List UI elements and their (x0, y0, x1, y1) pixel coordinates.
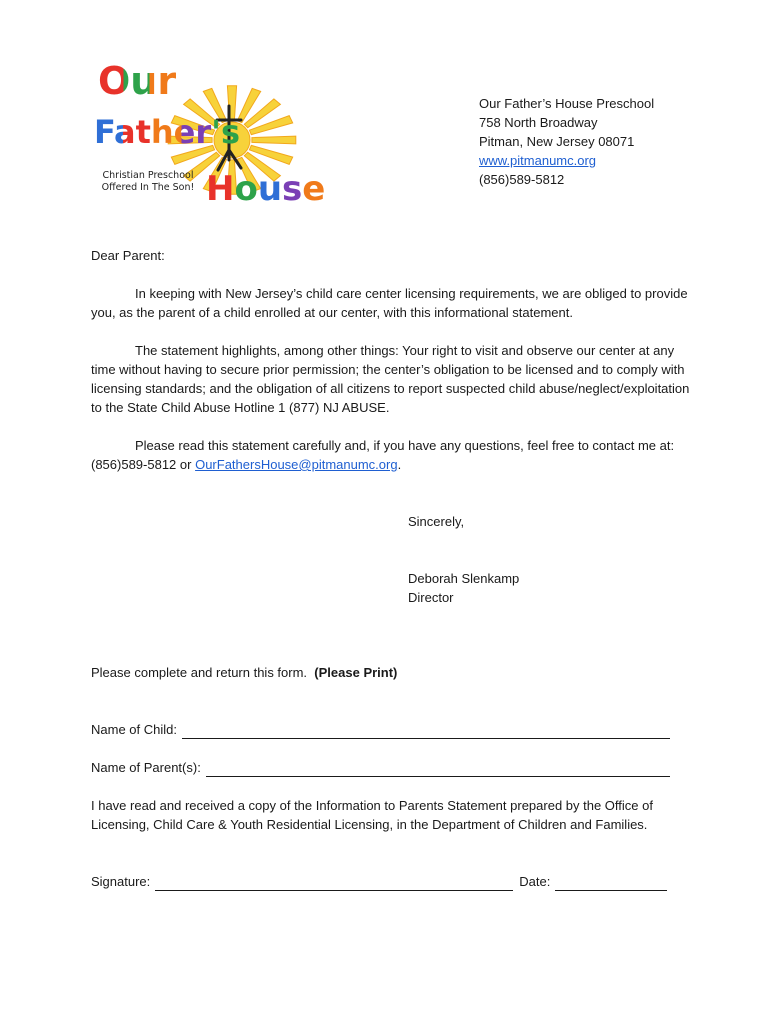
child-name-row (91, 720, 670, 739)
logo-word-our: Our (98, 59, 177, 103)
greeting: Dear Parent: (91, 248, 165, 263)
street-address: 758 North Broadway (479, 115, 598, 130)
logo-word-house: House (206, 169, 326, 209)
child-name-field[interactable] (182, 724, 670, 739)
website-link[interactable]: www.pitmanumc.org (479, 153, 597, 168)
signature-field[interactable] (155, 876, 513, 891)
preschool-logo (94, 58, 326, 218)
parent-name-row (91, 758, 670, 777)
signature-block (408, 569, 519, 607)
phone-number: (856)589-5812 (479, 172, 565, 187)
signer-title: Director (408, 590, 454, 605)
closing: Sincerely, (408, 514, 465, 529)
signature-label: Signature: (91, 874, 151, 889)
form-instruction: Please complete and return this form. (Please Print) (91, 665, 398, 680)
signature-row (91, 872, 667, 891)
signer-name: Deborah Slenkamp (408, 571, 520, 586)
logo-word-fathers: Father's (94, 113, 240, 151)
acknowledgement-text: I have read and received a copy of the Information to Parents Statement prepared by the Office of Licensing, Child Care & Youth Residential Licensing, in the Department of Children and Families. (91, 798, 653, 832)
parent-name-field[interactable] (206, 762, 670, 777)
school-name: Our Father’s House Preschool (479, 96, 655, 111)
city-state-zip: Pitman, New Jersey 08071 (479, 134, 635, 149)
paragraph-highlights: The statement highlights, among other things: Your right to visit and observe our center at any time without having to secure prior permission; the center’s obligation to be licensed and to comply with licensing standards; and the obligation of all citizens to report suspected child abuse/neglect/exploitation to the State Child Abuse Hotline 1 (877) NJ ABUSE. (91, 343, 690, 415)
parent-name-label: Name of Parent(s): (91, 760, 201, 775)
paragraph-contact: Please read this statement carefully and, if you have any questions, feel free to contact me at: (856)589-5812 or OurFathersHouse@pitmanumc.org. (91, 438, 675, 472)
email-link[interactable]: OurFathersHouse@pitmanumc.org (195, 457, 398, 472)
paragraph-licensing: In keeping with New Jersey’s child care center licensing requirements, we are obliged to provide you, as the parent of a child enrolled at our center, with this informational statement. (91, 286, 688, 320)
date-field[interactable] (555, 876, 667, 891)
address-block (479, 94, 654, 189)
child-name-label: Name of Child: (91, 722, 177, 737)
logo-tagline: Christian Preschool Offered In The Son! (101, 170, 195, 193)
sun-ray (252, 136, 296, 144)
date-label: Date: (519, 874, 551, 889)
